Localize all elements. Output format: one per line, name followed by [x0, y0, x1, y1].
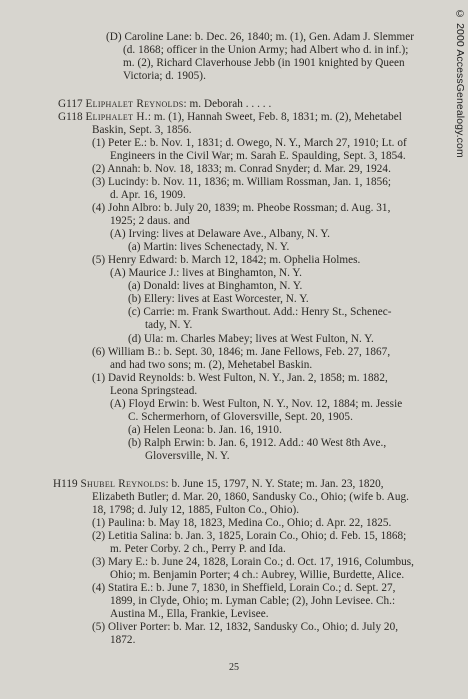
line-text: (5) Henry Edward: b. March 12, 1842; m. Ophelia Holmes.: [92, 254, 361, 267]
line-text: (A) Irving: lives at Delaware Ave., Albany, N. Y.: [110, 228, 330, 241]
text-line: [92, 201, 390, 215]
text-line: [92, 516, 391, 530]
line-text: (6) William B.: b. Sept. 30, 1846; m. Jane Fellows, Feb. 27, 1867,: [92, 345, 391, 358]
text-line: [110, 188, 186, 202]
line-text: Victoria; d. 1905).: [123, 70, 206, 82]
line-text: 1872.: [110, 634, 136, 646]
text-line: [110, 594, 395, 608]
text-line: [110, 384, 197, 398]
line-text: : b. June 15, 1797, N. Y. State; m. Jan. 23, 1820,: [165, 477, 384, 490]
text-line: [92, 123, 192, 137]
line-text: (a) Donald: lives at Binghamton, N. Y.: [128, 280, 303, 293]
line-text: (D) Caroline Lane: b. Dec. 26, 1840; m. (1), Gen. Adam J. Slemmer: [106, 31, 415, 43]
text-line: [110, 227, 330, 241]
line-text: (1) David Reynolds: b. West Fulton, N. Y., Jan. 2, 1858; m. 1882,: [92, 371, 388, 384]
text-line: [145, 318, 192, 332]
text-line: [123, 69, 206, 83]
line-text: Austina M., Ella, Frankie, Levisee.: [110, 607, 269, 620]
line-text: m. Peter Corby. 2 ch., Perry P. and Ida.: [110, 542, 286, 555]
text-line: [110, 607, 269, 621]
line-text: (c) Carrie: m. Frank Swarthout. Add.: Henry St., Schenec-: [128, 306, 392, 319]
text-line: [123, 56, 405, 70]
text-line: [128, 436, 386, 450]
text-line: [128, 240, 289, 254]
text-line: [92, 620, 398, 634]
line-text: Ohio; m. Benjamin Porter; 4 ch.: Aubrey, Willie, Burdette, Alice.: [110, 568, 405, 581]
line-text: 18, 1798; d. July 12, 1885, Fulton Co., Ohio).: [92, 503, 300, 516]
text-line: [145, 449, 230, 463]
line-text: (5) Oliver Porter: b. Mar. 12, 1832, Sandusky Co., Ohio; d. July 20,: [92, 620, 399, 633]
line-text: (a) Helen Leona: b. Jan. 16, 1910.: [128, 423, 282, 436]
line-text: Leona Springstead.: [110, 384, 198, 397]
text-line: [128, 423, 282, 437]
text-line: [92, 162, 391, 176]
line-text: (A) Maurice J.: lives at Binghamton, N. Y.: [110, 267, 302, 280]
line-text: (1) Peter E.: b. Nov. 1, 1831; d. Owego, N. Y., March 27, 1910; Lt. of: [92, 137, 407, 150]
person-name: Eliphalet H.: [85, 111, 148, 124]
text-line: [128, 410, 353, 424]
text-line: [123, 43, 408, 57]
text-line: [110, 358, 312, 372]
line-text: (1) Paulina: b. May 18, 1823, Medina Co., Ohio; d. Apr. 22, 1825.: [92, 516, 392, 529]
text-line: [128, 332, 374, 346]
line-text: : m. Deborah . . . . .: [183, 98, 272, 111]
line-text: (2) Annah: b. Nov. 18, 1833; m. Conrad Snyder; d. Mar. 29, 1924.: [92, 163, 391, 176]
text-line: [92, 253, 360, 267]
entry-id: H119: [53, 477, 81, 490]
line-text: (a) Martin: lives Schenectady, N. Y.: [128, 241, 290, 254]
line-text: (3) Lucindy: b. Nov. 11, 1836; m. William Rossman, Jan. 1, 1856;: [92, 176, 392, 189]
text-line: [106, 30, 414, 44]
line-text: (d) Ula: m. Charles Mabey; lives at West Fulton, N. Y.: [128, 332, 374, 345]
entry-id: G118: [58, 111, 86, 124]
text-line: [110, 149, 406, 163]
text-line: [92, 490, 409, 504]
text-line: [92, 555, 414, 569]
line-text: (4) Statira E.: b. June 7, 1830, in Sheffield, Lorain Co.; d. Sept. 27,: [92, 581, 396, 594]
text-line: [128, 305, 392, 319]
page-number: 25: [229, 662, 239, 673]
text-line: [128, 279, 302, 293]
text-line: [92, 581, 396, 595]
line-text: 1925; 2 daus. and: [110, 215, 190, 228]
line-text: Engineers in the Civil War; m. Sarah E. Spaulding, Sept. 3, 1854.: [110, 150, 406, 163]
line-text: : m. (1), Hannah Sweet, Feb. 8, 1831; m. (2), Mehetabel: [147, 111, 402, 124]
line-text: d. Apr. 16, 1909.: [110, 189, 186, 202]
entry-id: G117: [58, 98, 86, 111]
text-line: [110, 633, 135, 647]
text-line: [92, 503, 299, 517]
text-line: [110, 397, 402, 411]
line-text: 1899, in Clyde, Ohio; m. Lyman Cable; (2), John Levisee. Ch.:: [110, 594, 396, 607]
line-text: (b) Ralph Erwin: b. Jan. 6, 1912. Add.: 40 West 8th Ave.,: [128, 436, 387, 449]
text-line: [92, 371, 388, 385]
line-text: m. (2), Richard Claverhouse Jebb (in 1901 knighted by Queen: [123, 57, 405, 69]
text-line: [92, 529, 406, 543]
text-line: [92, 136, 407, 150]
line-text: (d. 1868; officer in the Union Army; had Albert who d. in inf.);: [123, 44, 409, 56]
text-line: [128, 292, 309, 306]
text-line: [110, 568, 404, 582]
text-line: [110, 542, 286, 556]
text-line: [92, 345, 390, 359]
line-text: Elizabeth Butler; d. Mar. 20, 1860, Sandusky Co., Ohio; (wife b. Aug.: [92, 490, 409, 503]
entry-heading-g118: [58, 110, 402, 124]
line-text: tady, N. Y.: [145, 319, 193, 332]
line-text: (2) Letitia Salina: b. Jan. 3, 1825, Lorain Co., Ohio; d. Feb. 15, 1868;: [92, 529, 407, 542]
text-line: [110, 214, 190, 228]
entry-heading-h119: [53, 477, 384, 491]
text-line: [92, 175, 391, 189]
line-text: (A) Floyd Erwin: b. West Fulton, N. Y., Nov. 12, 1884; m. Jessie: [110, 397, 403, 410]
line-text: (4) John Albro: b. July 20, 1839; m. Pheobe Rossman; d. Aug. 31,: [92, 202, 391, 215]
text-line: [110, 266, 302, 280]
entry-heading-g117: [58, 97, 271, 111]
person-name: Shubel Reynolds: [80, 477, 166, 490]
line-text: Baskin, Sept. 3, 1856.: [92, 124, 192, 137]
copyright-watermark: © 2000 AccessGenealogy.com: [454, 8, 466, 158]
line-text: Gloversville, N. Y.: [145, 449, 230, 462]
line-text: and had two sons; m. (2), Mehetabel Baskin.: [110, 358, 313, 371]
line-text: C. Schermerhorn, of Gloversville, Sept. 20, 1905.: [128, 410, 353, 423]
line-text: (3) Mary E.: b. June 24, 1828, Lorain Co.; d. Oct. 17, 1916, Columbus,: [92, 555, 415, 568]
line-text: (b) Ellery: lives at East Worcester, N. Y.: [128, 293, 309, 306]
person-name: Eliphalet Reynolds: [85, 98, 184, 111]
